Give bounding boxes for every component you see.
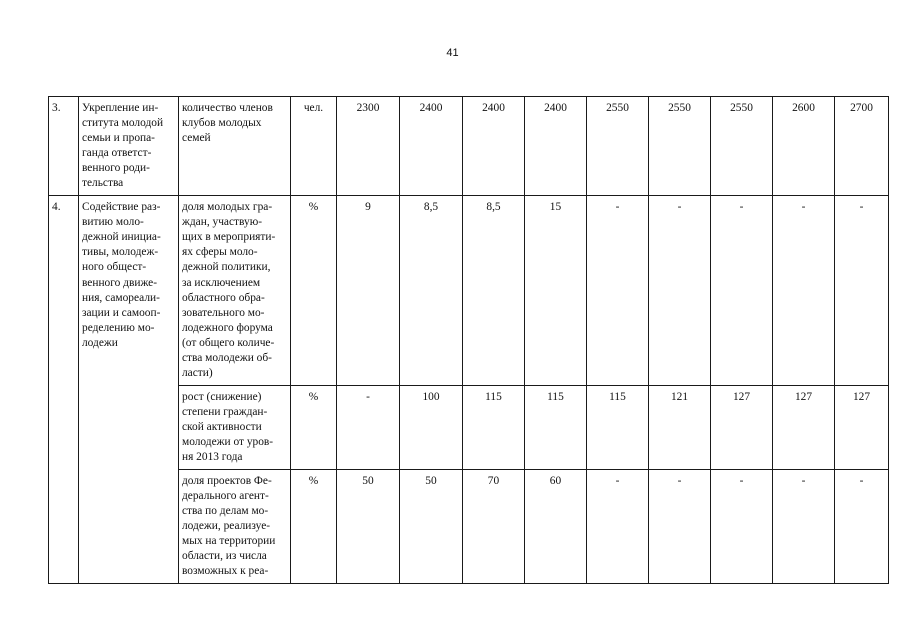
row-number	[49, 470, 79, 584]
task-cell	[79, 385, 179, 469]
value-cell: 8,5	[463, 196, 525, 386]
value-cell: 127	[773, 385, 835, 469]
value-cell: 15	[525, 196, 587, 386]
value-cell: 8,5	[400, 196, 463, 386]
task-cell: Укрепление ин- ститута молодой семьи и пропа- ганда ответст- венного роди- тельства	[79, 97, 179, 196]
task-cell: Содействие раз- витию моло- дежной инициа- тивы, молодеж- ного общест- венного движе- ния, самореали- зации и самооп- ределению мо- лодежи	[79, 196, 179, 386]
value-cell: 2400	[463, 97, 525, 196]
unit-cell: %	[291, 385, 337, 469]
row-number	[49, 385, 79, 469]
value-cell: 2550	[649, 97, 711, 196]
value-cell: 2300	[337, 97, 400, 196]
value-cell: -	[773, 196, 835, 386]
value-cell: -	[587, 470, 649, 584]
task-cell	[79, 470, 179, 584]
row-number: 4.	[49, 196, 79, 386]
value-cell: 115	[587, 385, 649, 469]
unit-cell: %	[291, 470, 337, 584]
value-cell: -	[835, 196, 889, 386]
table-row	[49, 385, 889, 469]
value-cell: 50	[400, 470, 463, 584]
indicator-cell: количество членов клубов молодых семей	[179, 97, 291, 196]
value-cell: 2600	[773, 97, 835, 196]
value-cell: 2400	[400, 97, 463, 196]
value-cell: 100	[400, 385, 463, 469]
value-cell: 70	[463, 470, 525, 584]
value-cell: -	[711, 470, 773, 584]
indicators-table	[48, 96, 889, 584]
value-cell: 2400	[525, 97, 587, 196]
indicator-cell: доля проектов Фе- дерального агент- ства по делам мо- лодежи, реализуе- мых на территории области, из числа возможных к реа-	[179, 470, 291, 584]
value-cell: -	[835, 470, 889, 584]
value-cell: 115	[463, 385, 525, 469]
page-number: 41	[446, 47, 459, 59]
value-cell: 115	[525, 385, 587, 469]
value-cell: -	[587, 196, 649, 386]
value-cell: 121	[649, 385, 711, 469]
value-cell: -	[711, 196, 773, 386]
value-cell: -	[649, 196, 711, 386]
row-number: 3.	[49, 97, 79, 196]
value-cell: 2700	[835, 97, 889, 196]
value-cell: 127	[711, 385, 773, 469]
value-cell: -	[649, 470, 711, 584]
unit-cell: чел.	[291, 97, 337, 196]
table-row	[49, 470, 889, 584]
indicator-cell: рост (снижение) степени граждан- ской активности молодежи от уров- ня 2013 года	[179, 385, 291, 469]
value-cell: 127	[835, 385, 889, 469]
table-row	[49, 97, 889, 196]
value-cell: 60	[525, 470, 587, 584]
table-row	[49, 196, 889, 386]
value-cell: 50	[337, 470, 400, 584]
indicator-cell: доля молодых гра- ждан, участвую- щих в мероприяти- ях сферы моло- дежной политики, за исключением областного обра- зовательного мо- лодежного форума (от общего количе- ства молодежи об- ласти)	[179, 196, 291, 386]
value-cell: -	[337, 385, 400, 469]
value-cell: 2550	[587, 97, 649, 196]
value-cell: 9	[337, 196, 400, 386]
value-cell: 2550	[711, 97, 773, 196]
value-cell: -	[773, 470, 835, 584]
unit-cell: %	[291, 196, 337, 386]
